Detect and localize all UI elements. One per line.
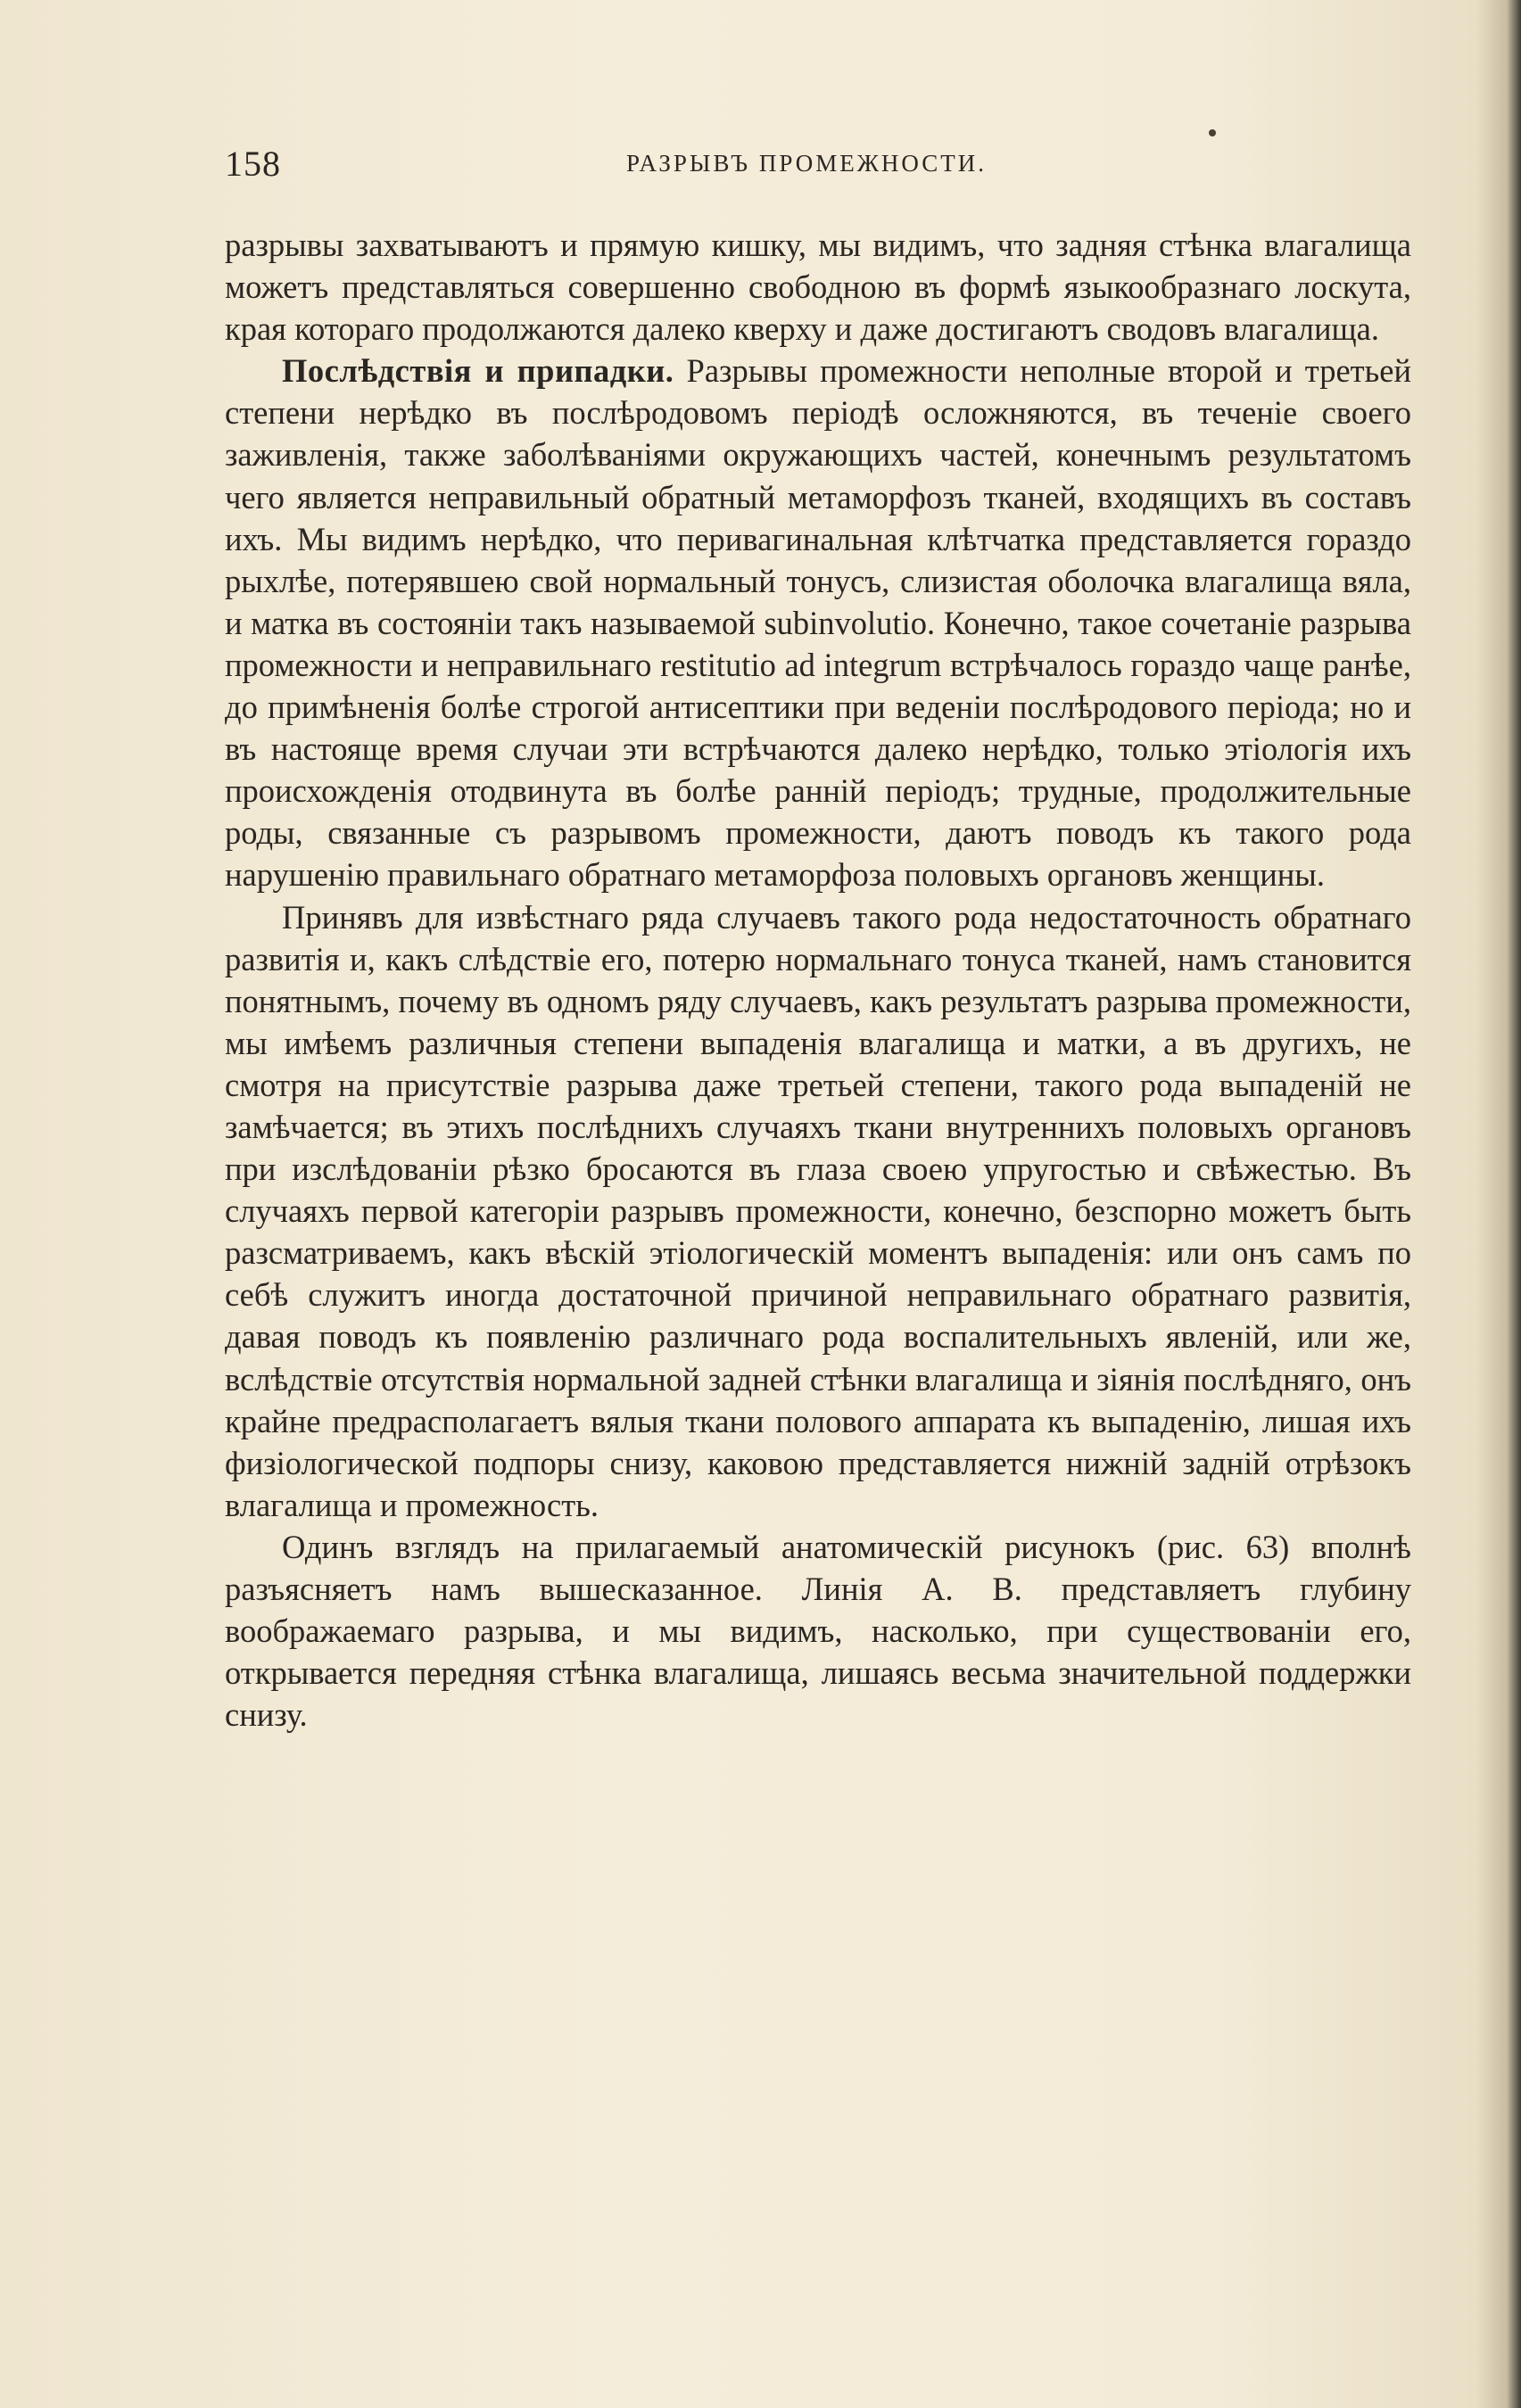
body-text (225, 224, 1411, 1736)
page-header (225, 143, 1402, 187)
running-head: РАЗРЫВЪ ПРОМЕЖНОСТИ. (626, 150, 987, 177)
ink-speck (1209, 129, 1216, 136)
section-run-in-heading: Послѣдствія и припадки. (282, 352, 674, 390)
page-edge-shadow (1509, 0, 1521, 2408)
paragraph-consequences (225, 350, 1411, 895)
paragraph-insufficiency: Принявъ для извѣстнаго ряда случаевъ такого рода недостаточность обратнаго развитія и, какъ слѣдствіе его, потерю нормальнаго тонуса тканей, намъ становится понятнымъ, почему въ одномъ ряду случаевъ, какъ результатъ разрыва промежности, мы имѣемъ различныя степени выпаденія влагалища и матки, а въ другихъ, не смотря на присутствіе разрыва даже третьей степени, такого рода выпаденій не замѣчается; въ этихъ послѣднихъ случаяхъ ткани внутреннихъ половыхъ органовъ при изслѣдованіи рѣзко бросаются въ глаза своею упругостью и свѣжестью. Въ случаяхъ первой категоріи разрывъ промежности, конечно, безспорно можетъ быть разсматриваемъ, какъ вѣскій этіологическій моментъ выпаденія: или онъ самъ по себѣ служитъ иногда достаточной причиной неправильнаго обратнаго развитія, давая поводъ къ появленію различнаго рода воспалительныхъ явленій, или же, вслѣдствіе отсутствія нормальной задней стѣнки влагалища и зіянія послѣдняго, онъ крайне предрасполагаетъ вялыя ткани полового аппарата къ выпаденію, лишая ихъ физіологической подпоры снизу, каковою представляется нижній задній отрѣзокъ влагалища и промежность. (225, 898, 1411, 1523)
paragraph-continued: разрывы захватываютъ и прямую кишку, мы видимъ, что задняя стѣнка влагалища можетъ представляться совершенно свободною въ формѣ языкообразнаго лоскута, края котораго продолжаются далеко кверху и даже достигаютъ сводовъ влагалища. (225, 227, 1411, 348)
paragraph-figure-reference: Одинъ взглядъ на прилагаемый анатомическій рисунокъ (рис. 63) вполнѣ разъясняетъ намъ вышесказанное. Линія А. В. представляетъ глубину воображаемаго разрыва, и мы видимъ, насколько, при существованіи его, открывается передняя стѣнка влагалища, лишаясь весьма значительной поддержки снизу. (225, 1528, 1411, 1734)
paragraph-consequences-text: Разрывы промежности неполные второй и третьей степени нерѣдко въ послѣродовомъ періодѣ осложняются, въ теченіе своего заживленія, также заболѣваніями окружающихъ частей, конечнымъ результатомъ чего является неправильный обратный метаморфозъ тканей, входящихъ въ составъ ихъ. Мы видимъ нерѣдко, что перивагинальная клѣтчатка представляется гораздо рыхлѣе, потерявшею свой нормальный тонусъ, слизистая оболочка влагалища вяла, и матка въ состояніи такъ называемой subinvolutio. Конечно, такое сочетаніе разрыва промежности и неправильнаго restitutio ad integrum встрѣчалось гораздо чаще ранѣе, до примѣненія болѣе строгой антисептики при веденіи послѣродового періода; но и въ настояще время случаи эти встрѣчаются далеко нерѣдко, только этіологія ихъ происхожденія отодвинута въ болѣе ранній періодъ; трудные, продолжительные роды, связанные съ разрывомъ промежности, даютъ поводъ къ такого рода нарушенію правильнаго обратнаго метаморфоза половыхъ органовъ женщины. (225, 352, 1411, 894)
page-number: 158 (225, 144, 281, 184)
